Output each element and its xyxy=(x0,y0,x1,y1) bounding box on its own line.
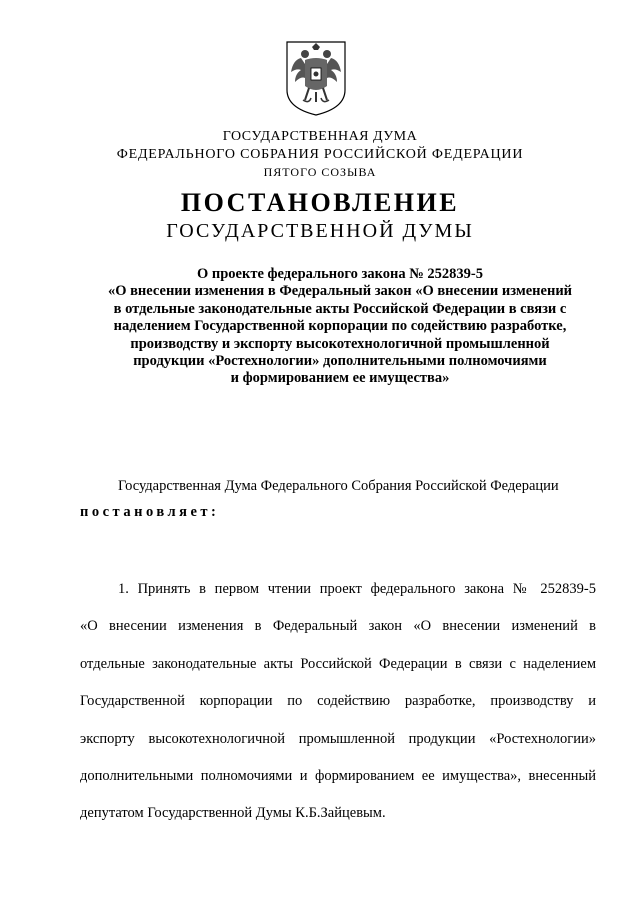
resolves-word: постановляет: xyxy=(80,504,220,520)
header-convocation: ПЯТОГО СОЗЫВА xyxy=(263,165,377,179)
document-issuer: ГОСУДАРСТВЕННОЙ ДУМЫ xyxy=(166,220,474,242)
resolution-paragraph-1 xyxy=(80,571,596,833)
paragraph-line: экспорту высокотехнологичной промышленной продукции «Ростехнологии» xyxy=(80,730,596,747)
coat-of-arms-icon xyxy=(283,38,349,118)
paragraph-line: дополнительными полномочиями и формированием ее имущества», внесенный xyxy=(80,768,596,785)
subject-line: О проекте федерального закона № 252839-5 xyxy=(196,266,484,282)
header-duma: ГОСУДАРСТВЕННАЯ ДУМА xyxy=(222,129,418,144)
subject-line: в отдельные законодательные акты Российской Федерации в связи с xyxy=(113,300,567,317)
subject-line: наделением Государственной корпорации по содействию разработке, xyxy=(113,318,567,335)
document-subject xyxy=(90,266,590,388)
subject-line: производству и экспорту высокотехнологичной промышленной xyxy=(130,335,550,352)
paragraph-line: «О внесении изменения в Федеральный закон «О внесении изменений в xyxy=(80,618,596,635)
document-type-title: ПОСТАНОВЛЕНИЕ xyxy=(180,188,460,217)
paragraph-line: депутатом Государственной Думы К.Б.Зайцевым. xyxy=(80,805,386,822)
paragraph-line: Государственной корпорации по содействию разработке, производству и xyxy=(80,693,596,710)
paragraph-line: 1. Принять в первом чтении проект федерального закона № 252839-5 xyxy=(118,581,596,597)
header-federal-assembly: ФЕДЕРАЛЬНОГО СОБРАНИЯ РОССИЙСКОЙ ФЕДЕРАЦИИ xyxy=(116,147,524,162)
subject-line: продукции «Ростехнологии» дополнительными полномочиями xyxy=(133,353,547,370)
paragraph-line: отдельные законодательные акты Российской Федерации в связи с наделением xyxy=(80,655,596,672)
subject-line: «О внесении изменения в Федеральный закон «О внесении изменений xyxy=(107,283,573,300)
subject-line: и формированием ее имущества» xyxy=(230,370,450,387)
resolution-intro: Государственная Дума Федерального Собрания Российской Федерации xyxy=(118,478,559,494)
